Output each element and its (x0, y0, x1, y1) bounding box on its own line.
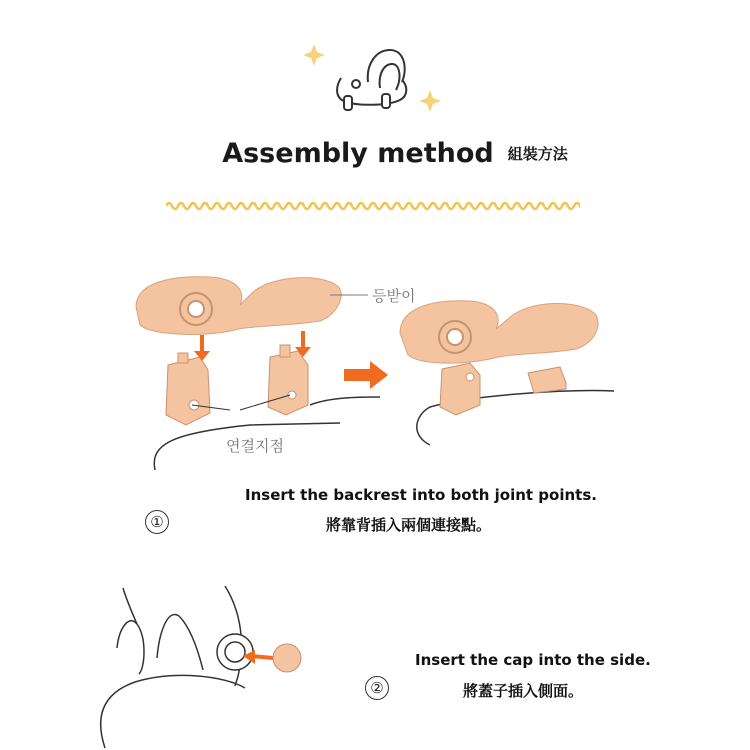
step2-instruction-zh: 將蓋子插入側面。 (463, 682, 584, 700)
step2-illustration (95, 578, 325, 750)
seat-icon (296, 38, 446, 123)
backrest-label: 등받이 (372, 287, 416, 305)
step1-instruction-en: Insert the backrest into both joint points. (245, 486, 597, 504)
step1-instruction-zh: 將靠背插入兩個連接點。 (326, 516, 492, 534)
step2-instruction-en: Insert the cap into the side. (415, 651, 651, 669)
joint-point-label: 연결지점 (226, 437, 284, 455)
step2-number: ② (365, 676, 389, 700)
step1-number: ① (145, 510, 169, 534)
title-en: Assembly method (222, 138, 494, 169)
page-title (0, 138, 750, 169)
wavy-divider (166, 198, 580, 214)
title-zh: 組裝方法 (507, 145, 568, 163)
